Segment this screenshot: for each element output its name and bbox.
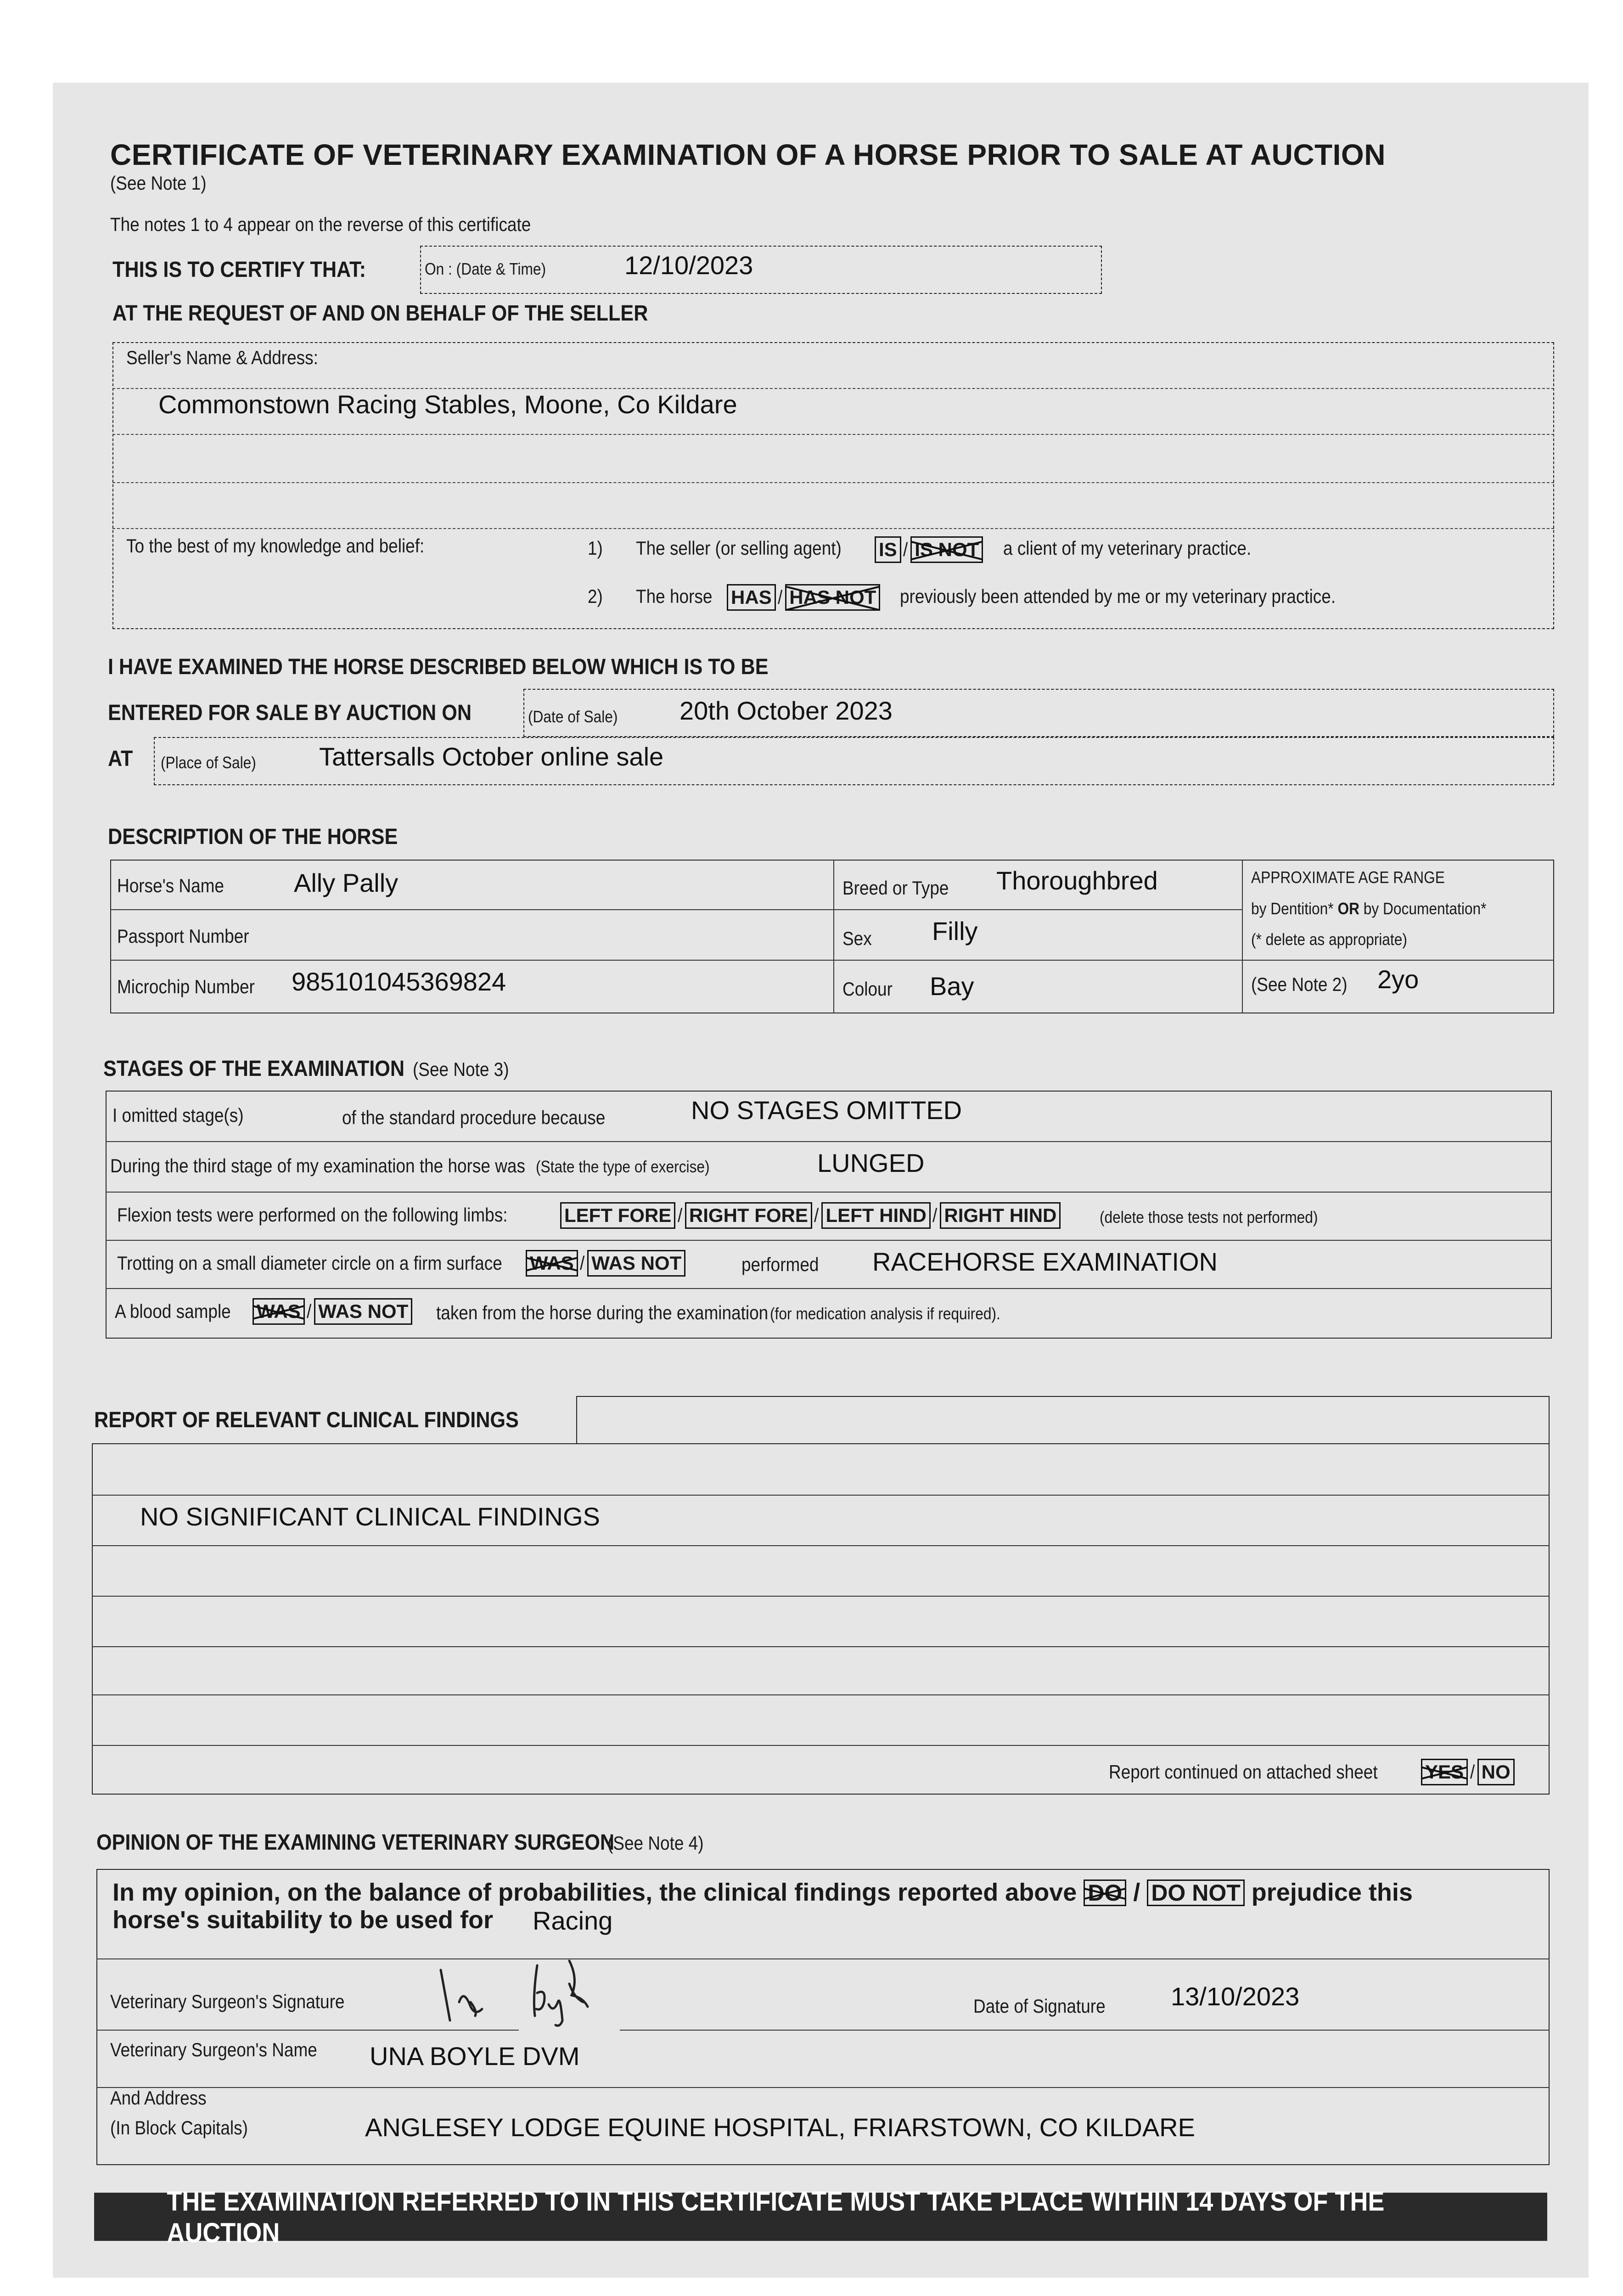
address-value: ANGLESEY LODGE EQUINE HOSPITAL, FRIARSTOWN, CO KILDARE [365, 2113, 1195, 2142]
report-continued-options: YES / NO [1421, 1759, 1515, 1785]
report-continued-label: Report continued on attached sheet [1109, 1761, 1378, 1783]
footer-banner [94, 2185, 1547, 2248]
opinion-use-value: Racing [533, 1906, 613, 1935]
opinion-do-option[interactable]: DO [1084, 1880, 1126, 1906]
description-heading: DESCRIPTION OF THE HORSE [108, 825, 398, 849]
horse-name-value: Ally Pally [294, 868, 399, 897]
report-heading-box [576, 1396, 1550, 1444]
age-delete-note: (* delete as appropriate) [1251, 930, 1407, 949]
item1-tail: a client of my veterinary practice. [1003, 537, 1252, 559]
opinion-line2: horse's suitability to be used for [112, 1906, 493, 1934]
stages-heading: STAGES OF THE EXAMINATION (See Note 3) [103, 1057, 509, 1081]
date-time-label: On : (Date & Time) [425, 259, 546, 278]
surgeon-name-value: UNA BOYLE DVM [370, 2042, 580, 2071]
horse-has-not-option[interactable]: HAS NOT [785, 584, 880, 611]
item1-number: 1) [588, 537, 603, 559]
certificate-title: CERTIFICATE OF VETERINARY EXAMINATION OF A HORSE PRIOR TO SALE AT AUCTION [110, 138, 1386, 171]
horse-has-option[interactable]: HAS [727, 584, 776, 611]
examined-line: I HAVE EXAMINED THE HORSE DESCRIBED BELOW WHICH IS TO BE [108, 655, 769, 679]
seller-is-option[interactable]: IS [875, 536, 901, 563]
left-fore-option[interactable]: LEFT FORE [560, 1202, 675, 1229]
trot-was-option[interactable]: WAS [526, 1250, 578, 1277]
date-of-sale-value: 20th October 2023 [680, 696, 893, 725]
date-of-sale-field[interactable] [523, 689, 1554, 737]
notes-line: The notes 1 to 4 appear on the reverse of this certificate [110, 214, 531, 235]
request-line: AT THE REQUEST OF AND ON BEHALF OF THE SELLER [112, 301, 648, 326]
passport-label: Passport Number [117, 925, 249, 947]
blood-label: A blood sample [115, 1300, 231, 1322]
report-value: NO SIGNIFICANT CLINICAL FINDINGS [140, 1502, 600, 1531]
colour-value: Bay [930, 972, 974, 1001]
third-stage-value: LUNGED [817, 1148, 925, 1177]
blood-was-not-option[interactable]: WAS NOT [314, 1298, 412, 1325]
seller-label: Seller's Name & Address: [126, 347, 318, 368]
place-of-sale-value: Tattersalls October online sale [319, 742, 664, 771]
see-note-1: (See Note 1) [110, 172, 207, 194]
microchip-label: Microchip Number [117, 976, 255, 997]
sex-value: Filly [932, 917, 978, 945]
opinion-statement: In my opinion, on the balance of probabilities, the clinical findings reported above DO / DO NOT prejudice this [112, 1879, 1413, 1906]
flexion-limbs: LEFT FORE / RIGHT FORE / LEFT HIND / RIGHT HIND [560, 1202, 1061, 1229]
report-box[interactable] [92, 1443, 1550, 1795]
omitted-mid: of the standard procedure because [342, 1107, 606, 1128]
item2-text: The horse [636, 585, 713, 607]
footer-banner-text: THE EXAMINATION REFERRED TO IN THIS CERTIFICATE MUST TAKE PLACE WITHIN 14 DAYS OF THE AUCTION [167, 2185, 1385, 2248]
date-of-sale-label: (Date of Sale) [528, 707, 618, 726]
age-range-heading: APPROXIMATE AGE RANGE [1251, 868, 1445, 887]
item2-tail: previously been attended by me or my veterinary practice. [900, 585, 1336, 607]
report-heading: REPORT OF RELEVANT CLINICAL FINDINGS [94, 1408, 519, 1432]
blood-tail: taken from the horse during the examination (for medication analysis if required). [436, 1302, 1000, 1323]
colour-label: Colour [842, 978, 893, 1000]
right-hind-option[interactable]: RIGHT HIND [940, 1202, 1061, 1229]
flexion-tail: (delete those tests not performed) [1100, 1208, 1318, 1227]
right-fore-option[interactable]: RIGHT FORE [685, 1202, 812, 1229]
seller-value: Commonstown Racing Stables, Moone, Co Kildare [158, 390, 737, 419]
microchip-value: 985101045369824 [292, 967, 506, 996]
date-time-value: 12/10/2023 [624, 251, 753, 280]
third-stage-label: During the third stage of my examination the horse was (State the type of exercise) [110, 1155, 710, 1176]
horse-name-label: Horse's Name [117, 875, 224, 896]
trot-was-not-option[interactable]: WAS NOT [587, 1250, 685, 1277]
surgeon-name-label: Veterinary Surgeon's Name [110, 2039, 317, 2060]
signature-label: Veterinary Surgeon's Signature [110, 1991, 345, 2012]
item2-number: 2) [588, 585, 603, 607]
seller-is-not-option[interactable]: IS NOT [910, 536, 983, 563]
opinion-heading: OPINION OF THE EXAMINING VETERINARY SURGEON(See Note 4) [96, 1830, 704, 1855]
age-range-methods: by Dentition* OR by Documentation* [1251, 899, 1487, 918]
trot-options: WAS / WAS NOT [526, 1250, 685, 1277]
age-value: 2yo [1377, 965, 1419, 994]
opinion-do-not-option[interactable]: DO NOT [1147, 1880, 1244, 1906]
continued-no-option[interactable]: NO [1477, 1759, 1515, 1785]
place-of-sale-label: (Place of Sale) [161, 753, 256, 772]
trot-value: RACEHORSE EXAMINATION [872, 1247, 1218, 1276]
entered-line: ENTERED FOR SALE BY AUCTION ON [108, 701, 472, 725]
date-of-signature-label: Date of Signature [973, 1995, 1106, 2017]
omitted-value: NO STAGES OMITTED [691, 1096, 962, 1125]
item1-text: The seller (or selling agent) [636, 537, 842, 559]
left-hind-option[interactable]: LEFT HIND [821, 1202, 930, 1229]
knowledge-label: To the best of my knowledge and belief: [126, 535, 425, 557]
signature-image [432, 1952, 597, 2030]
blood-was-option[interactable]: WAS [253, 1298, 305, 1325]
trot-tail: performed [741, 1254, 819, 1275]
address-label: And Address [110, 2087, 207, 2109]
omitted-label: I omitted stage(s) [112, 1104, 244, 1126]
continued-yes-option[interactable]: YES [1421, 1759, 1468, 1785]
flexion-label: Flexion tests were performed on the following limbs: [117, 1204, 508, 1226]
breed-label: Breed or Type [842, 877, 949, 899]
trot-label: Trotting on a small diameter circle on a firm surface [117, 1252, 502, 1274]
breed-value: Thoroughbred [996, 866, 1158, 895]
sex-label: Sex [842, 928, 872, 949]
see-note-2: (See Note 2) [1251, 974, 1348, 995]
at-label: AT [108, 747, 133, 771]
certify-label: THIS IS TO CERTIFY THAT: [112, 258, 366, 282]
address-label-block: (In Block Capitals) [110, 2117, 248, 2138]
date-of-signature-value: 13/10/2023 [1171, 1982, 1300, 2011]
blood-options: WAS / WAS NOT [253, 1298, 412, 1325]
